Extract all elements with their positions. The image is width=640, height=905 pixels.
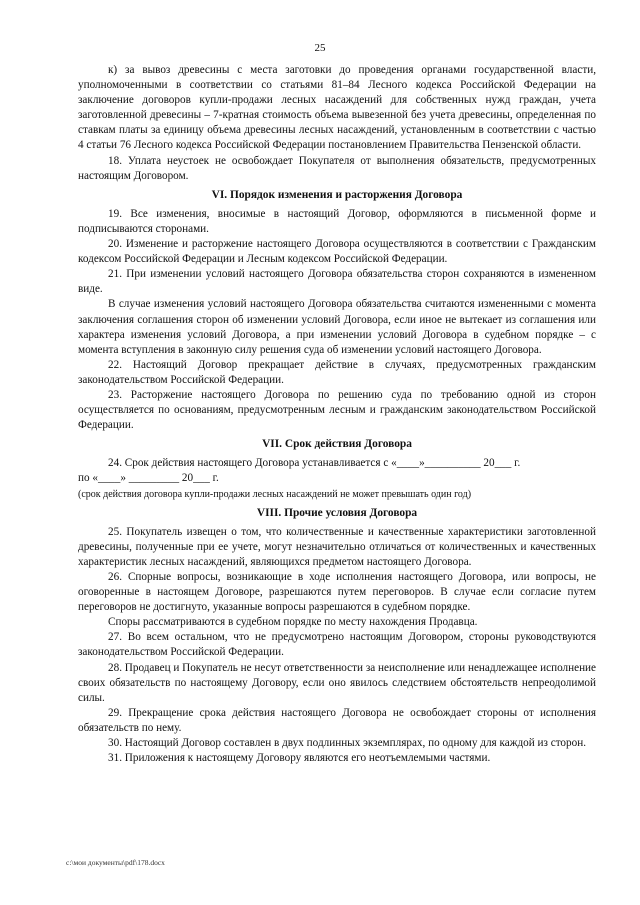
section-6-heading: VI. Порядок изменения и расторжения Договора xyxy=(211,188,463,201)
clause-20: 20. Изменение и расторжение настоящего Договора осуществляются в соответствии с Гражданским кодексом Российской Федерации и Лесным кодексом Российской Федерации. xyxy=(78,238,596,266)
document-body xyxy=(78,63,596,766)
clause-30: 30. Настоящий Договор составлен в двух подлинных экземплярах, по одному для каждой из сторон. xyxy=(108,737,587,750)
clause-29: 29. Прекращение срока действия настоящего Договора не освобождает стороны от исполнения обязательств по нему. xyxy=(78,706,596,734)
section-8-heading: VIII. Прочие условия Договора xyxy=(256,506,418,519)
clause-26: 26. Спорные вопросы, возникающие в ходе исполнения настоящего Договора, или вопросы, не оговоренные в настоящем Договоре, разрешаются путем переговоров. В случае если согласие путем переговоров не достигнуто, указанные вопросы разрешаются в судебном порядке. xyxy=(78,571,596,614)
clause-18: 18. Уплата неустоек не освобождает Покупателя от выполнения обязательств, предусмотренных настоящим Договором. xyxy=(78,154,596,182)
clause-17k: к) за вывоз древесины с места заготовки до проведения органами государственной власти, уполномоченными в соответствии со статьями 81–84 Лесного кодекса Российской Федерации на заключение договоров купли-продажи лесных насаждений для собственных нужд граждан, учета заготовленной древесины – 7-кратная стоимость объема вывезенной без учета древесины, определенная по ставкам платы за единицу объема древесины лесных насаждений, установленным в соответствии с частью 4 статьи 76 Лесного кодекса Российской Федерации постановлением Правительства Пензенской области. xyxy=(78,64,596,152)
clause-25: 25. Покупатель извещен о том, что количественные и качественные характеристики заготовленной древесины, полученные при ее учете, могут незначительно отличаться от количественных и качественных характеристик лесных насаждений, являющихся предметом настоящего Договора. xyxy=(78,525,596,568)
clause-19: 19. Все изменения, вносимые в настоящий Договор, оформляются в письменной форме и подписываются сторонами. xyxy=(78,207,596,235)
section-7-heading: VII. Срок действия Договора xyxy=(262,438,412,451)
clause-22: 22. Настоящий Договор прекращает действие в случаях, предусмотренных гражданским законодательством Российской Федерации. xyxy=(78,358,596,386)
clause-24-line2: по «____» _________ 20___ г. xyxy=(78,472,219,485)
clause-24-note: (срок действия договора купли-продажи лесных насаждений не может превышать один год) xyxy=(78,488,472,500)
clause-28: 28. Продавец и Покупатель не несут ответственности за неисполнение или ненадлежащее исполнение своих обязательств по настоящему Договору, если оно явилось следствием обстоятельств непреодолимой силы. xyxy=(78,661,597,704)
clause-21: 21. При изменении условий настоящего Договора обязательства сторон сохраняются в измененном виде. xyxy=(78,268,596,296)
clause-31: 31. Приложения к настоящему Договору являются его неотъемлемыми частями. xyxy=(108,752,491,765)
clause-21-cont: В случае изменения условий настоящего Договора обязательства считаются измененными с момента заключения соглашения сторон об изменении условий Договора, если иное не вытекает из соглашения или характера изменения условий Договора, а при изменении условий Договора в судебном порядке – с момента вступления в законную силу решения суда об изменении условий настоящего Договора. xyxy=(78,298,596,356)
page-number: 25 xyxy=(314,42,326,54)
clause-23: 23. Расторжение настоящего Договора по решению суда по требованию одной из сторон осуществляется по основаниям, предусмотренным лесным и гражданским законодательством Российской Федерации. xyxy=(78,388,596,432)
footer-file-path: c:\мои документы\pdf\178.docx xyxy=(66,858,165,867)
clause-26-cont: Споры рассматриваются в судебном порядке по месту нахождения Продавца. xyxy=(108,616,478,629)
clause-27: 27. Во всем остальном, что не предусмотрено настоящим Договором, стороны руководствуются законодательством Российской Федерации. xyxy=(78,631,596,659)
clause-24-line1: 24. Срок действия настоящего Договора устанавливается с «____»__________ 20___ г. xyxy=(108,457,521,470)
